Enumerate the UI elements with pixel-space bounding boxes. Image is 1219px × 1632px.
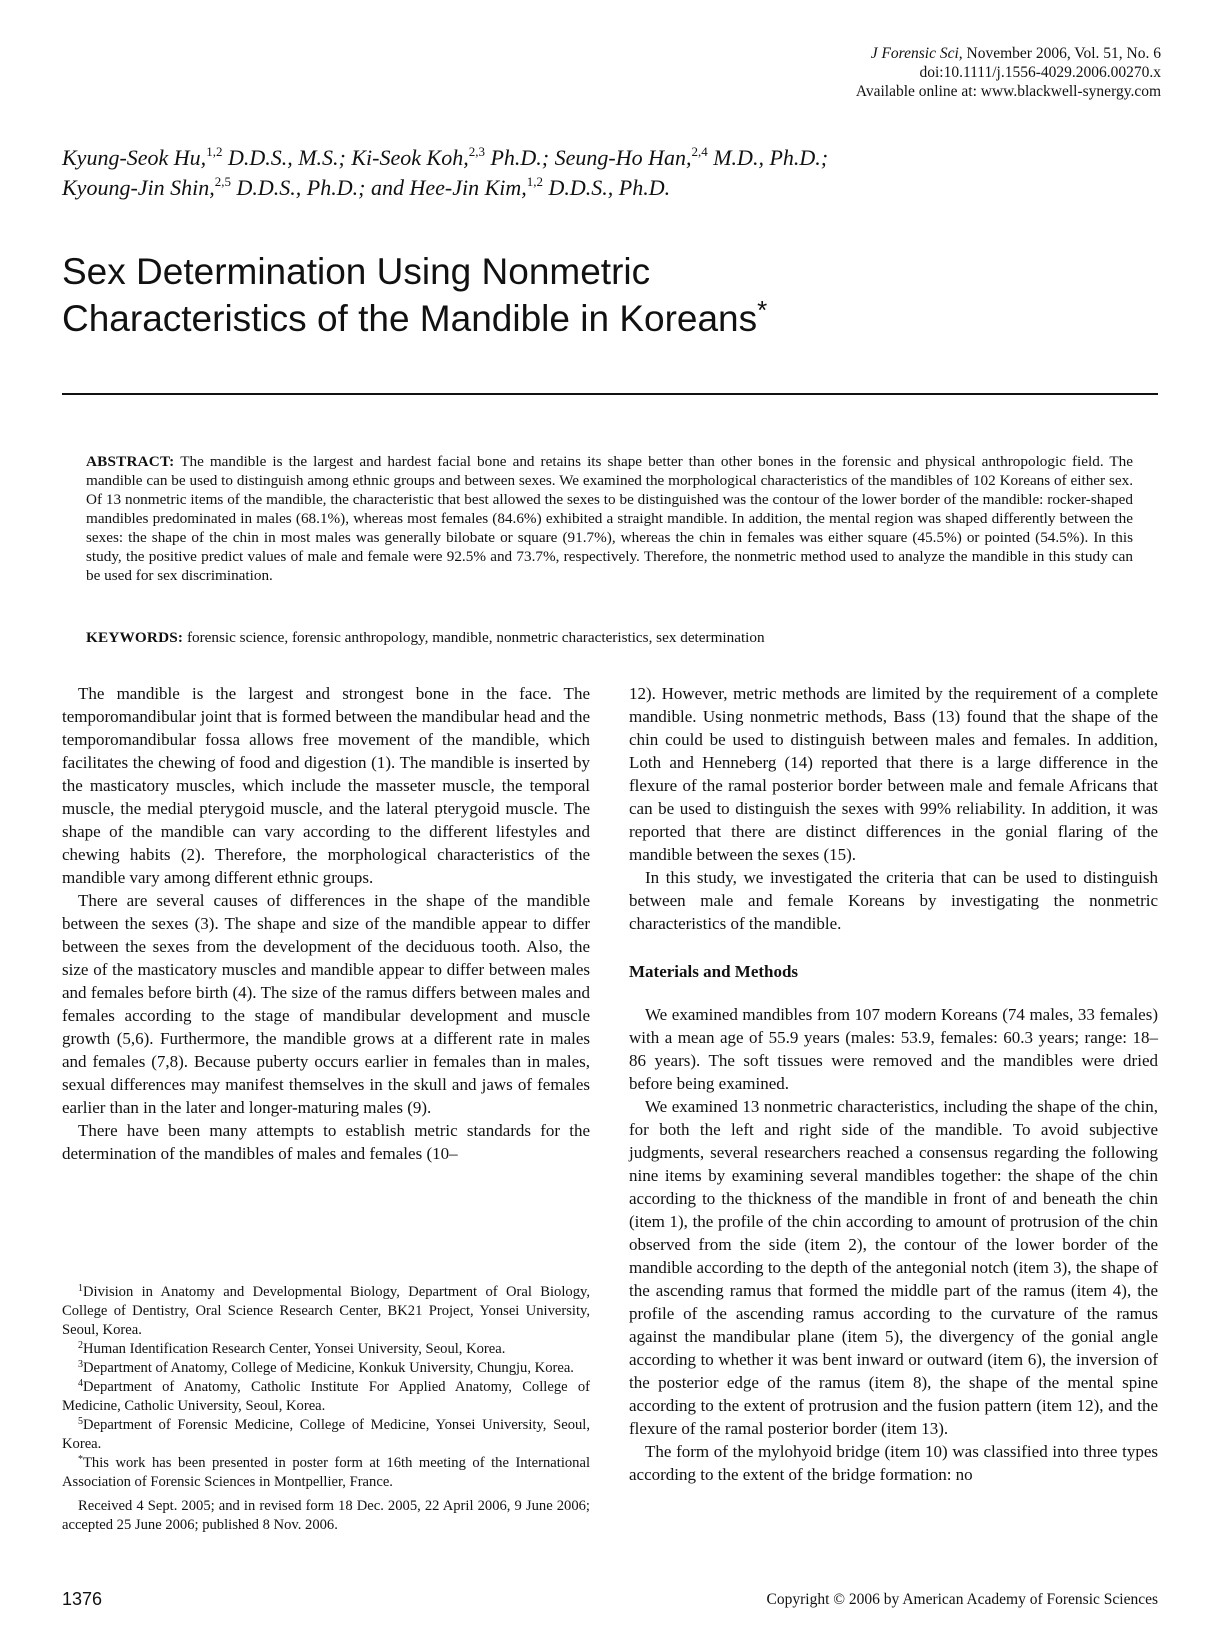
footnote-text: Department of Anatomy, Catholic Institute For Applied Anatomy, College of Medicine, Catholic University, Seoul, Korea. (62, 1379, 590, 1414)
footnote (62, 1454, 590, 1492)
body-paragraph: In this study, we investigated the criteria that can be used to distinguish between male and female Koreans by investigating the nonmetric characteristics of the mandible. (629, 868, 1158, 933)
journal-online: Available online at: www.blackwell-synergy.com (855, 83, 1161, 100)
section-heading: Materials and Methods (629, 962, 799, 981)
abstract (86, 452, 1133, 585)
author-degree: D.D.S., Ph.D.; and (231, 175, 410, 200)
body-column-right (629, 682, 1158, 1486)
title-rule (62, 393, 1158, 395)
author-degree: Ph.D.; (484, 145, 555, 170)
affiliation-sup: 1,2 (206, 144, 223, 159)
footnote-text: This work has been presented in poster form at 16th meeting of the International Association of Forensic Sciences in Montpellier, France. (62, 1455, 590, 1490)
footnote-text: Department of Anatomy, College of Medicine, Konkuk University, Chungju, Korea. (83, 1360, 574, 1376)
body-paragraph: We examined mandibles from 107 modern Koreans (74 males, 33 females) with a mean age of 55.9 years (males: 53.9, females: 60.3 years; range: 18–86 years). The soft tissues were removed and the mandibles were dried before being examined. (629, 1005, 1158, 1093)
footnote-mark: 3 (78, 1359, 83, 1370)
body-paragraph: We examined 13 nonmetric characteristics, including the shape of the chin, for both the left and right side of the mandible. To avoid subjective judgments, several researchers reached a consensus regarding the following nine items by examining several mandibles together: the shape of the chin according to the thickness of the mandible in front of and beneath the chin (item 1), the profile of the chin according to amount of protrusion of the chin observed from the side (item 2), the contour of the lower border of the mandible according to the depth of the antegonial notch (item 3), the shape of the ascending ramus that formed the middle part of the ramus (item 4), the profile of the ascending ramus according to the curvature of the ramus against the mandibular plane (item 5), the divergency of the gonial angle according to whether it was bent inward or outward (item 6), the inversion of the posterior edge of the ramus (item 8), the shape of the mental spine according to the extent of protrusion and the fusion pattern (item 12), and the flexure of the ramal posterior border (item 13). (629, 1097, 1158, 1438)
footnote-mark: 4 (78, 1378, 83, 1389)
affiliation-sup: 2,4 (691, 144, 708, 159)
journal-doi: doi:10.1111/j.1556-4029.2006.00270.x (919, 64, 1161, 81)
body-column-left (62, 682, 590, 1165)
footnote-text: Department of Forensic Medicine, College of Medicine, Yonsei University, Seoul, Korea. (62, 1417, 590, 1452)
footnote-text: Division in Anatomy and Developmental Biology, Department of Oral Biology, College of Dentistry, Oral Science Research Center, BK21 Project, Yonsei University, Seoul, Korea. (62, 1284, 590, 1338)
author-degree: D.D.S., Ph.D. (543, 175, 671, 200)
author-name: Seung-Ho Han, (554, 145, 692, 170)
footnote (62, 1378, 590, 1416)
affiliation-sup: 2,5 (214, 174, 232, 189)
keywords (86, 628, 1133, 647)
footnote-mark: 5 (78, 1416, 83, 1427)
footnotes (62, 1283, 590, 1535)
journal-name: J Forensic Sci, (870, 45, 963, 62)
author-degree: D.D.S., M.S.; (222, 145, 352, 170)
footnote (62, 1340, 590, 1359)
body-paragraph: There are several causes of differences in the shape of the mandible between the sexes (3). The shape and size of the mandible appear to differ between the sexes from the development of the deciduous tooth. Also, the size of the masticatory muscles and mandible appear to differ between males and females before birth (4). The size of the ramus differs between males and females according to the stage of mandibular development and muscle growth (5,6). Furthermore, the mandible grows at a different rate in males and females (7,8). Because puberty occurs earlier in females than in males, sexual differences may manifest themselves in the skull and jaws of females earlier than in the later and longer-maturing males (9). (62, 891, 590, 1117)
footnote (62, 1416, 590, 1454)
body-paragraph: The form of the mylohyoid bridge (item 10) was classified into three types according to the extent of the bridge formation: no (629, 1442, 1158, 1484)
author-degree: M.D., Ph.D.; (707, 145, 829, 170)
received-dates: Received 4 Sept. 2005; and in revised form 18 Dec. 2005, 22 April 2006, 9 June 2006; accepted 25 June 2006; published 8 Nov. 2006. (62, 1498, 590, 1533)
affiliation-sup: 2,3 (468, 144, 485, 159)
footnote-mark: 2 (78, 1340, 83, 1351)
title-line-2: Characteristics of the Mandible in Koreans (62, 298, 758, 339)
journal-issue: November 2006, Vol. 51, No. 6 (966, 45, 1161, 62)
footnote-text: Human Identification Research Center, Yonsei University, Seoul, Korea. (83, 1341, 506, 1357)
author-line-2 (62, 173, 1162, 203)
affiliation-sup: 1,2 (526, 174, 543, 189)
keywords-text: forensic science, forensic anthropology, mandible, nonmetric characteristics, sex determination (183, 629, 765, 646)
body-paragraph: 12). However, metric methods are limited by the requirement of a complete mandible. Using nonmetric methods, Bass (13) found that the shape of the chin could be used to distinguish between males and females. In addition, Loth and Henneberg (14) reported that there is a large difference in the flexure of the ramal posterior border between male and female Africans that can be used to distinguish the sexes with 99% reliability. In addition, it was reported that there are distinct differences in the gonial flaring of the mandible between the sexes (15). (629, 684, 1158, 864)
abstract-label: ABSTRACT: (86, 453, 175, 470)
body-paragraph: There have been many attempts to establish metric standards for the determination of the mandibles of males and females (10– (62, 1121, 590, 1163)
journal-citation (641, 44, 1161, 63)
author-name: Kyoung-Jin Shin, (62, 175, 215, 200)
footnote-mark: * (78, 1454, 83, 1465)
author-list (62, 143, 1162, 203)
keywords-label: KEYWORDS: (86, 629, 184, 646)
footnote (62, 1283, 590, 1340)
author-name: Ki-Seok Koh, (351, 145, 469, 170)
title-line-1: Sex Determination Using Nonmetric (62, 251, 651, 292)
author-name: Hee-Jin Kim, (409, 175, 527, 200)
paper-title (62, 248, 1062, 342)
body-paragraph: The mandible is the largest and strongest bone in the face. The temporomandibular joint that is formed between the mandibular head and the temporomandibular fossa allows free movement of the mandible, which facilitates the chewing of food and digestion (1). The mandible is inserted by the masticatory muscles, which include the masseter muscle, the temporal muscle, the medial pterygoid muscle, and the lateral pterygoid muscle. The shape of the mandible can vary according to the different lifestyles and chewing habits (2). Therefore, the morphological characteristics of the mandible vary among different ethnic groups. (62, 684, 590, 887)
copyright-notice: Copyright © 2006 by American Academy of Forensic Sciences (766, 1591, 1158, 1608)
journal-header (641, 44, 1161, 101)
footnote-mark: 1 (78, 1283, 83, 1294)
footnote (62, 1359, 590, 1378)
title-footnote-mark: * (757, 295, 768, 325)
author-line-1 (62, 143, 1162, 173)
page-number: 1376 (62, 1589, 103, 1609)
abstract-text: The mandible is the largest and hardest facial bone and retains its shape better than other bones in the forensic and physical anthropologic field. The mandible can be used to distinguish among ethnic groups and between sexes. We examined the morphological characteristics of the mandibles of 102 Koreans of either sex. Of 13 nonmetric items of the mandible, the characteristic that best allowed the sexes to be distinguished was the contour of the lower border of the mandible: rocker-shaped mandibles predominated in males (68.1%), whereas most females (84.6%) exhibited a straight mandible. In addition, the mental region was shaped differently between the sexes: the shape of the chin in most males was generally bilobate or square (91.7%), whereas the chin in females was either square (45.5%) or pointed (54.5%). In this study, the positive predict values of male and female were 92.5% and 73.7%, respectively. Therefore, the nonmetric method used to analyze the mandible in this study can be used for sex discrimination. (86, 453, 1133, 584)
author-name: Kyung-Seok Hu, (62, 145, 207, 170)
